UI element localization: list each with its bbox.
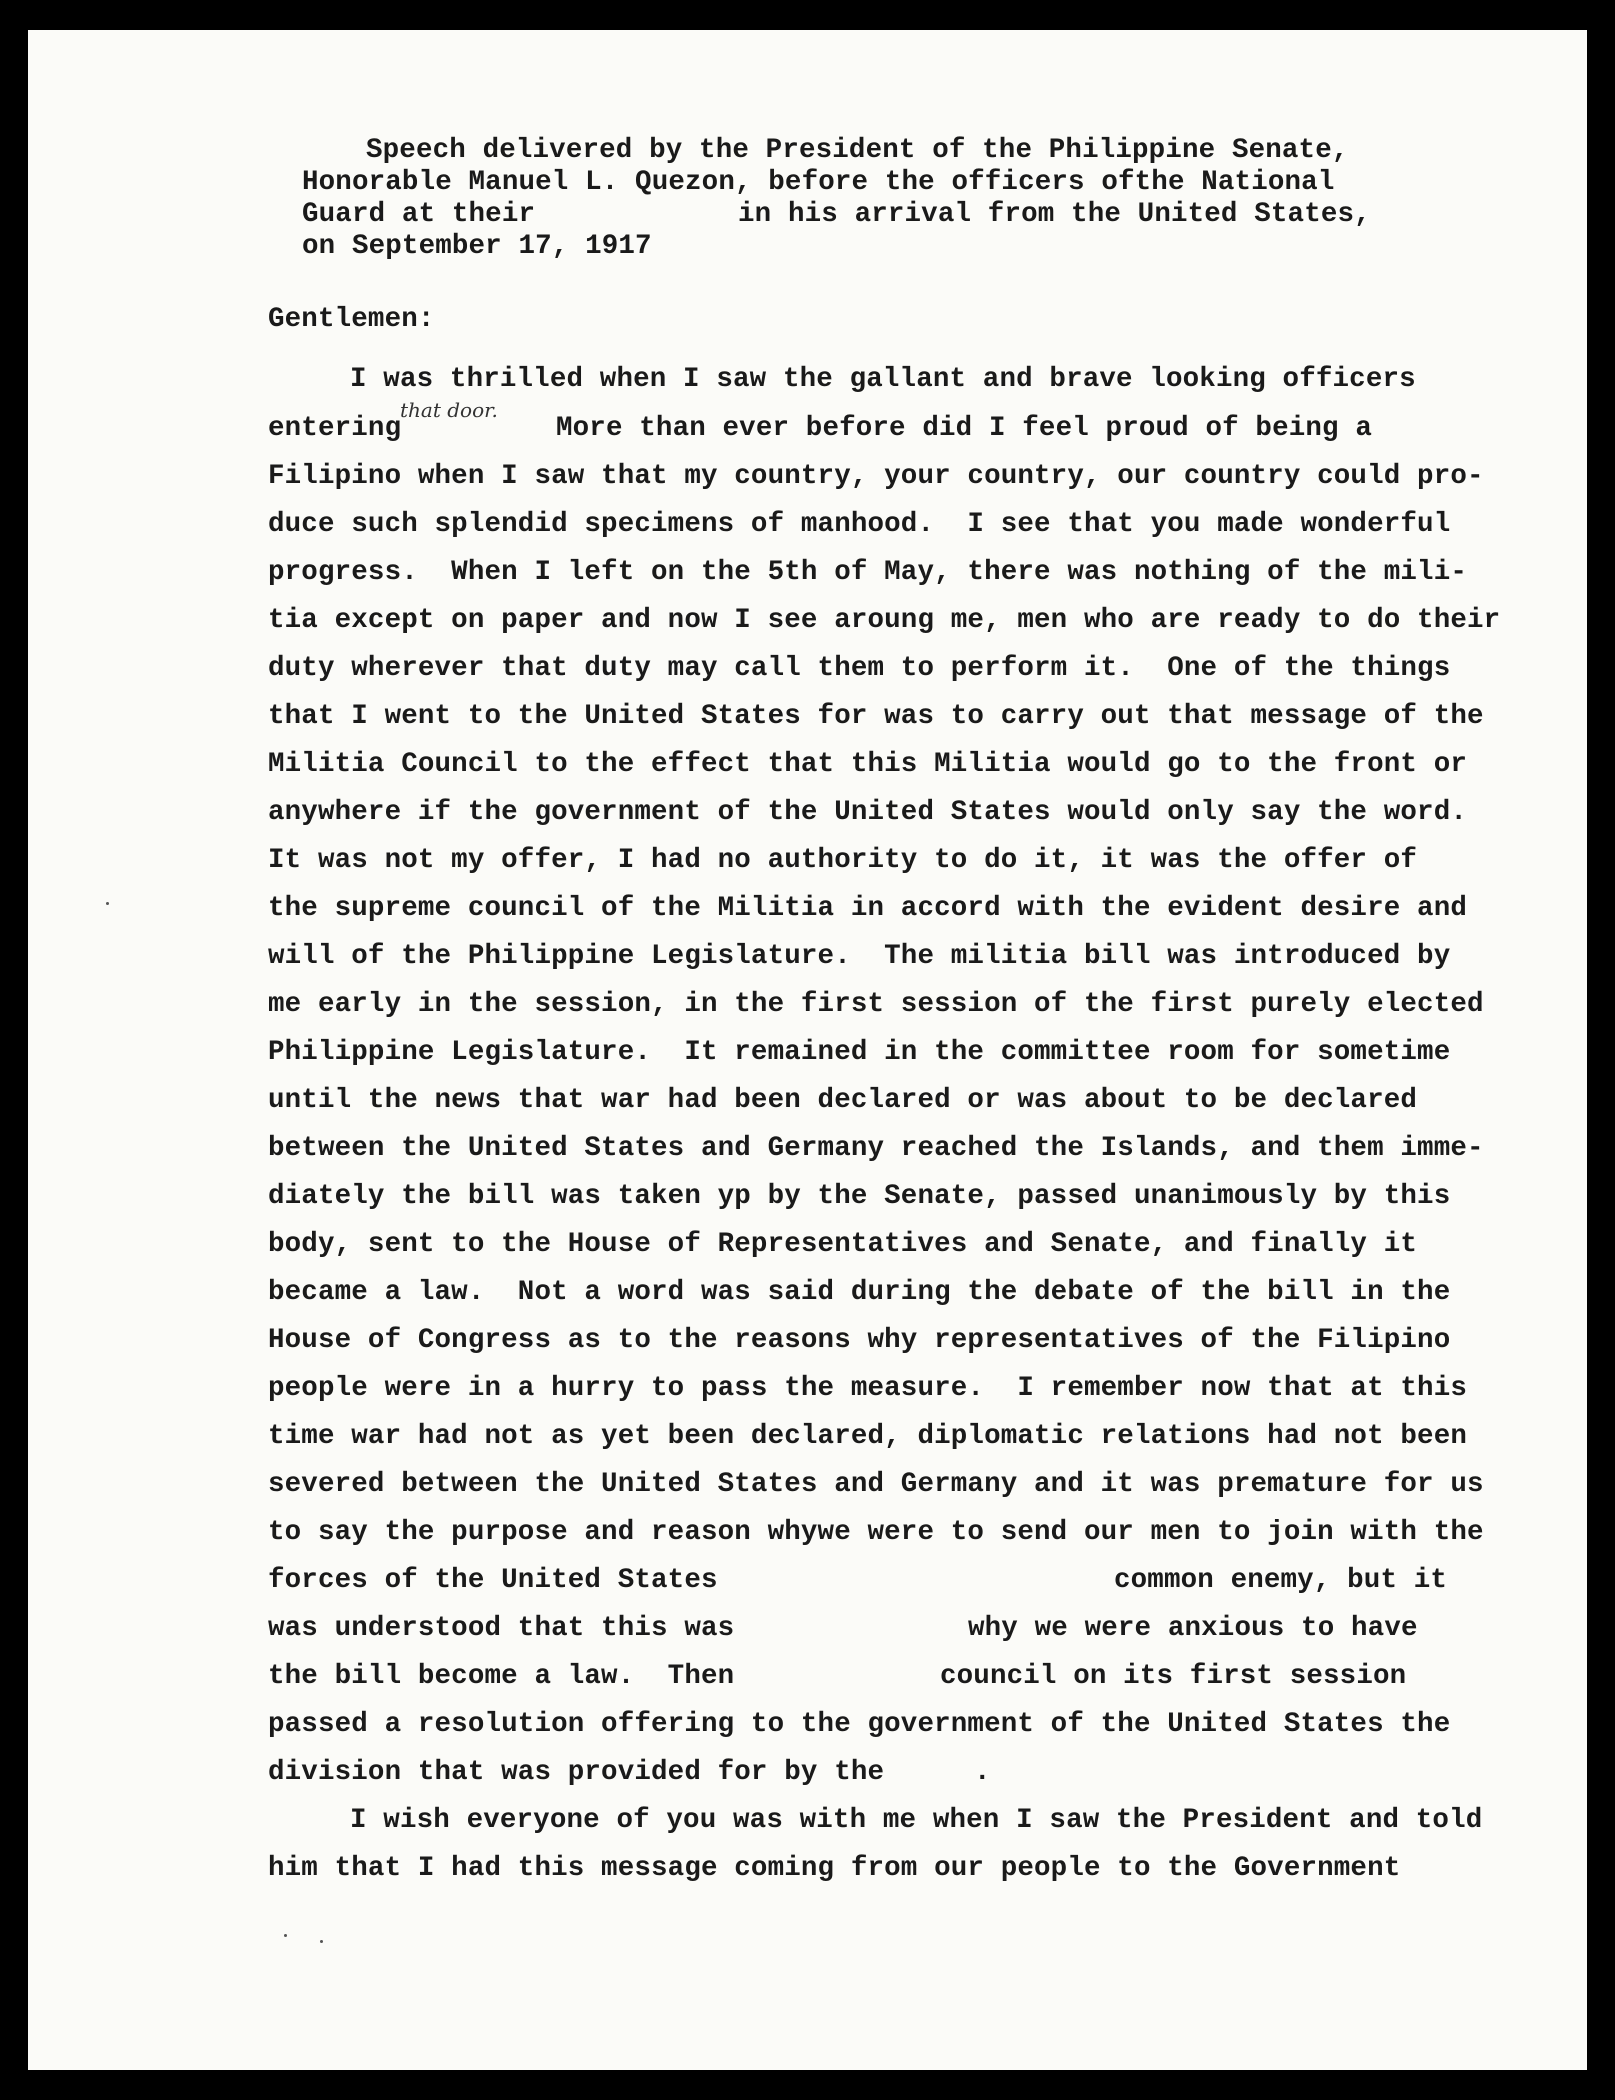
heading-line-3a: Guard at their [302, 199, 536, 230]
body-line-18: diately the bill was taken yp by the Senate, passed unanimously by this [268, 1181, 1451, 1212]
handwritten-insert: that door. [400, 398, 498, 422]
body-line-1: I was thrilled when I saw the gallant and brave looking officers [350, 364, 1416, 395]
body-line-16: until the news that war had been declared or was about to be declared [268, 1085, 1418, 1116]
body-line-4: duce such splendid specimens of manhood. I see that you made wonderful [268, 509, 1451, 540]
heading-line-2: Honorable Manuel L. Quezon, before the officers ofthe National [302, 167, 1335, 198]
heading-line-4: on September 17, 1917 [302, 231, 652, 262]
body-line-13: will of the Philippine Legislature. The militia bill was introduced by [268, 941, 1451, 972]
heading-line-3b: in his arrival from the United States, [738, 199, 1371, 230]
body-line-2b: More than ever before did I feel proud of being a [556, 413, 1372, 444]
body-line-28a: the bill become a law. Then [268, 1661, 735, 1692]
body-line-6: tia except on paper and now I see aroung me, men who are ready to do their [268, 605, 1501, 636]
body-line-27a: was understood that this was [268, 1613, 735, 1644]
scan-speck [320, 1940, 323, 1943]
document-page [28, 30, 1587, 2070]
body-line-30b: . [974, 1757, 991, 1788]
body-line-24: severed between the United States and Germany and it was premature for us [268, 1469, 1484, 1500]
body-line-25: to say the purpose and reason whywe were to send our men to join with the [268, 1517, 1484, 1548]
body-line-29: passed a resolution offering to the government of the United States the [268, 1709, 1451, 1740]
body-line-14: me early in the session, in the first session of the first purely elected [268, 989, 1484, 1020]
body-line-7: duty wherever that duty may call them to perform it. One of the things [268, 653, 1451, 684]
body-line-28b: council on its first session [940, 1661, 1407, 1692]
body-line-5: progress. When I left on the 5th of May, there was nothing of the mili- [268, 557, 1467, 588]
body-line-21: House of Congress as to the reasons why representatives of the Filipino [268, 1325, 1451, 1356]
body-line-20: became a law. Not a word was said during the debate of the bill in the [268, 1277, 1451, 1308]
body-line-23: time war had not as yet been declared, diplomatic relations had not been [268, 1421, 1467, 1452]
body-line-26a: forces of the United States [268, 1565, 718, 1596]
body-line-19: body, sent to the House of Representatives and Senate, and finally it [268, 1229, 1418, 1260]
body-line-9: Militia Council to the effect that this Militia would go to the front or [268, 749, 1467, 780]
heading-line-1: Speech delivered by the President of the Philippine Senate, [366, 135, 1349, 166]
body-line-12: the supreme council of the Militia in accord with the evident desire and [268, 893, 1467, 924]
body-line-30a: division that was provided for by the [268, 1757, 885, 1788]
body-line-3: Filipino when I saw that my country, your country, our country could pro- [268, 461, 1484, 492]
body-line-10: anywhere if the government of the United States would only say the word. [268, 797, 1467, 828]
body-line-15: Philippine Legislature. It remained in the committee room for sometime [268, 1037, 1451, 1068]
salutation: Gentlemen: [268, 304, 435, 335]
body-line-17: between the United States and Germany reached the Islands, and them imme- [268, 1133, 1484, 1164]
body-line-27b: why we were anxious to have [968, 1613, 1418, 1644]
body-line-26b: common enemy, but it [1114, 1565, 1448, 1596]
body-line-8: that I went to the United States for was to carry out that message of the [268, 701, 1484, 732]
body-line-2a: entering [268, 413, 402, 444]
body-line-22: people were in a hurry to pass the measure. I remember now that at this [268, 1373, 1467, 1404]
scan-speck [284, 1934, 287, 1937]
closing-line-1: I wish everyone of you was with me when I saw the President and told [350, 1805, 1483, 1836]
scan-speck [106, 902, 109, 905]
closing-line-2: him that I had this message coming from our people to the Government [268, 1853, 1401, 1884]
body-line-11: It was not my offer, I had no authority to do it, it was the offer of [268, 845, 1418, 876]
